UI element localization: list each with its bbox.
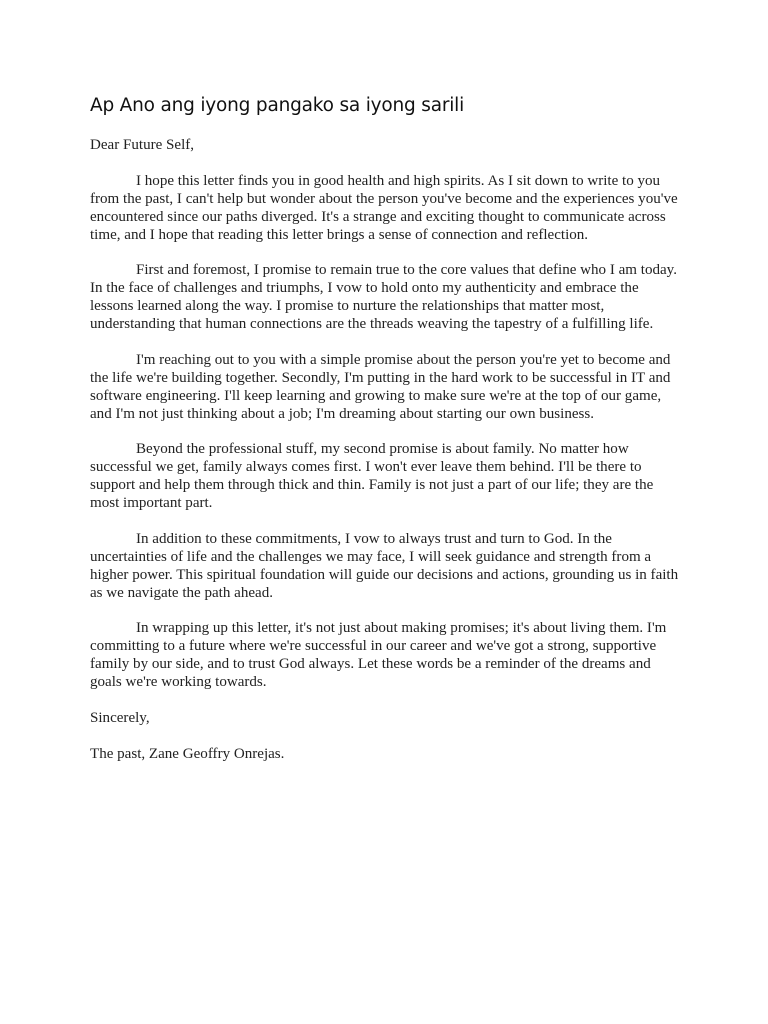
paragraph-4: Beyond the professional stuff, my second promise is about family. No matter how successful we get, family always comes first. I won't ever leave them behind. I'll be there to support and help them through thick and thin. Family is not just a part of our life; they are the most important part.	[90, 441, 654, 512]
paragraph-1: I hope this letter finds you in good health and high spirits. As I sit down to write to you from the past, I can't help but wonder about the person you've become and the experiences you've encountered since our paths diverged. It's a strange and exciting thought to communicate across time, and I hope that reading this letter brings a sense of connection and reflection.	[90, 172, 678, 243]
closing: Sincerely,	[90, 709, 150, 726]
salutation: Dear Future Self,	[90, 137, 195, 153]
paragraph-6: In wrapping up this letter, it's not just about making promises; it's about living them. I'm committing to a future where we're successful in our career and we've got a strong, supportive family by our side, and to trust God always. Let these words be a reminder of the dreams and goals we're working towards.	[90, 620, 667, 691]
paragraph-5: In addition to these commitments, I vow to always trust and turn to God. In the uncertainties of life and the challenges we may face, I will seek guidance and strength from a higher power. This spiritual foundation will guide our decisions and actions, grounding us in faith as we navigate the path ahead.	[90, 530, 679, 601]
paragraph-2: First and foremost, I promise to remain true to the core values that define who I am today. In the face of challenges and triumphs, I vow to hold onto my authenticity and embrace the lessons learned along the way. I promise to nurture the relationships that matter most, understanding that human connections are the threads weaving the tapestry of a fulfilling life.	[90, 262, 677, 333]
document-title: Ap Ano ang iyong pangako sa iyong sarili	[90, 95, 465, 116]
paragraph-3: I'm reaching out to you with a simple promise about the person you're yet to become and the life we're building together. Secondly, I'm putting in the hard work to be successful in IT and software engineering. I'll keep learning and growing to make sure we're at the top of our game, and I'm not just thinking about a job; I'm dreaming about starting our own business.	[90, 351, 671, 422]
letter-body	[90, 137, 680, 781]
signature: The past, Zane Geoffry Onrejas.	[90, 745, 285, 762]
